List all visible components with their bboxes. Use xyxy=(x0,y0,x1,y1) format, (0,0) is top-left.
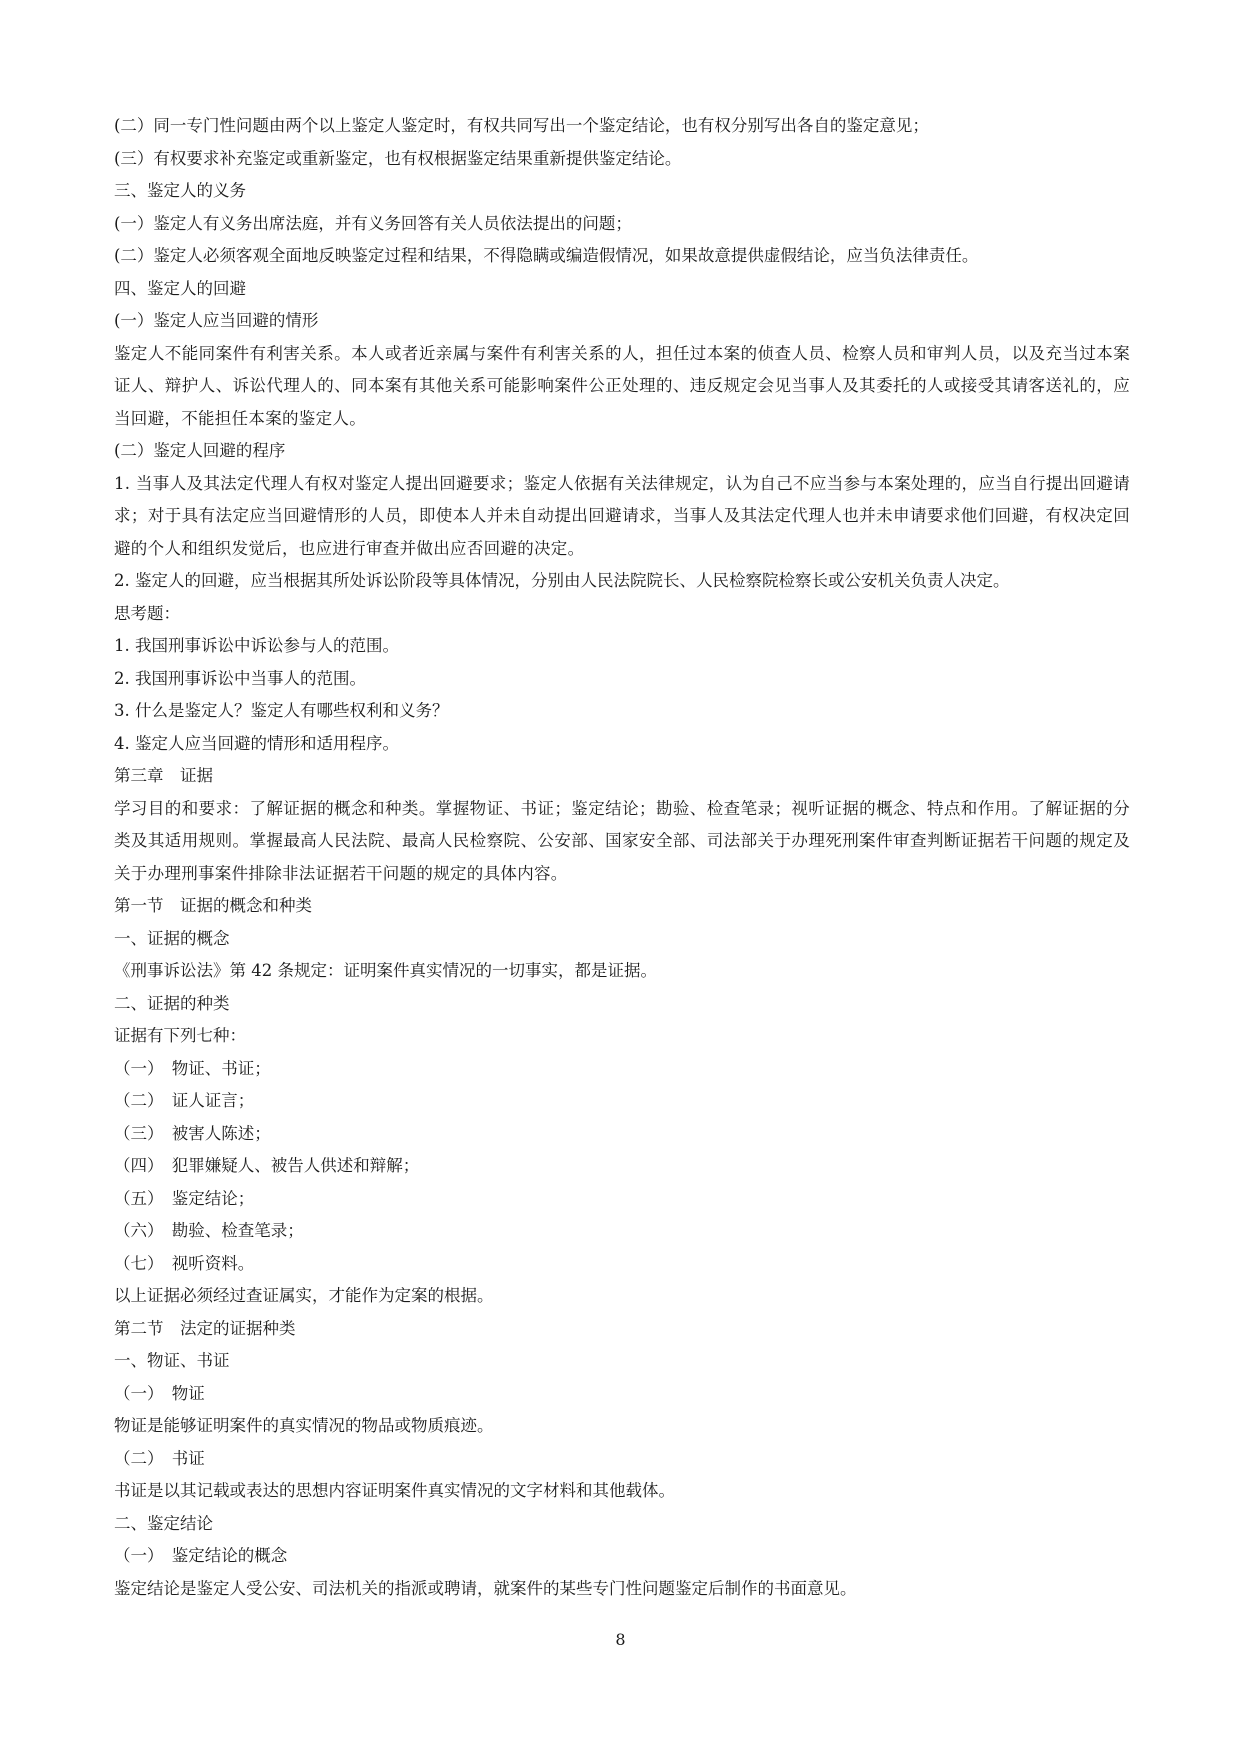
section-heading: 二、鉴定结论 xyxy=(114,1513,213,1533)
section-heading: 第二节 法定的证据种类 xyxy=(114,1318,296,1338)
list-item: 3. 什么是鉴定人？鉴定人有哪些权利和义务？ xyxy=(114,701,449,720)
section-heading: 一、物证、书证 xyxy=(114,1351,230,1370)
text-line: (一）鉴定人有义务出席法庭，并有义务回答有关人员依法提出的问题； xyxy=(114,213,632,233)
list-item: （七） 视听资料。 xyxy=(114,1253,255,1273)
text-line: (二）鉴定人必须客观全面地反映鉴定过程和结果，不得隐瞒或编造假情况，如果故意提供虚假结论，应当负法律责任。 xyxy=(114,246,979,265)
subsection-heading: (一）鉴定人应当回避的情形 xyxy=(114,311,319,330)
section-heading: 三、鉴定人的义务 xyxy=(114,181,246,200)
subsection-heading: （二） 书证 xyxy=(114,1448,205,1468)
paragraph: 1. 当事人及其法定代理人有权对鉴定人提出回避要求；鉴定人依据有关法律规定，认为自己不应当参与本案处理的，应当自行提出回避请求；对于具有法定应当回避情形的人员，即使本人并未自动提出回避请求，当事人及其法定代理人也并未申请要求他们回避，有权决定回避的个人和组织发觉后，也应进行审查并做出应否回避的决定。 xyxy=(114,473,1130,558)
list-item: （三） 被害人陈述； xyxy=(114,1123,271,1143)
section-heading: 第一节 证据的概念和种类 xyxy=(114,896,312,915)
section-heading: 二、证据的种类 xyxy=(114,993,230,1013)
paragraph: 鉴定人不能同案件有利害关系。本人或者近亲属与案件有利害关系的人，担任过本案的侦查人员、检察人员和审判人员，以及充当过本案证人、辩护人、诉讼代理人的、同本案有其他关系可能影响案件公正处理的、违反规定会见当事人及其委托的人或接受其请客送礼的，应当回避，不能担任本案的鉴定人。 xyxy=(114,343,1130,428)
text-line: 物证是能够证明案件的真实情况的物品或物质痕迹。 xyxy=(114,1416,494,1435)
subsection-heading: (二）鉴定人回避的程序 xyxy=(114,441,286,460)
text-line: (三）有权要求补充鉴定或重新鉴定，也有权根据鉴定结果重新提供鉴定结论。 xyxy=(114,148,682,168)
section-heading: 思考题： xyxy=(114,603,180,623)
paragraph: 学习目的和要求：了解证据的概念和种类。掌握物证、书证；鉴定结论；勘验、检查笔录；视听证据的概念、特点和作用。了解证据的分类及其适用规则。掌握最高人民法院、最高人民检察院、公安部、国家安全部、司法部关于办理死刑案件审查判断证据若干问题的规定及关于办理刑事案件排除非法证据若干问题的规定的具体内容。 xyxy=(114,798,1130,883)
page-number: 8 xyxy=(615,1630,626,1649)
document-body xyxy=(114,110,1130,1605)
subsection-heading: （一） 鉴定结论的概念 xyxy=(114,1546,288,1565)
text-line: 鉴定结论是鉴定人受公安、司法机关的指派或聘请，就案件的某些专门性问题鉴定后制作的书面意见。 xyxy=(114,1578,857,1598)
section-heading: 四、鉴定人的回避 xyxy=(114,278,246,298)
list-item: 1. 我国刑事诉讼中诉讼参与人的范围。 xyxy=(114,636,399,655)
text-line: 《刑事诉讼法》第 42 条规定：证明案件真实情况的一切事实，都是证据。 xyxy=(114,961,657,980)
list-item: （六） 勘验、检查笔录； xyxy=(114,1221,304,1240)
text-line: 2. 鉴定人的回避，应当根据其所处诉讼阶段等具体情况，分别由人民法院院长、人民检察院检察长或公安机关负责人决定。 xyxy=(114,571,1010,590)
list-item: （二） 证人证言； xyxy=(114,1091,255,1110)
section-heading: 一、证据的概念 xyxy=(114,928,230,948)
text-line: 以上证据必须经过查证属实，才能作为定案的根据。 xyxy=(114,1286,494,1305)
list-item: （五） 鉴定结论； xyxy=(114,1188,255,1208)
text-line: (二）同一专门性问题由两个以上鉴定人鉴定时，有权共同写出一个鉴定结论，也有权分别写出各自的鉴定意见； xyxy=(114,116,929,135)
chapter-heading: 第三章 证据 xyxy=(114,766,213,785)
text-line: 书证是以其记载或表达的思想内容证明案件真实情况的文字材料和其他载体。 xyxy=(114,1481,675,1500)
list-item: 2. 我国刑事诉讼中当事人的范围。 xyxy=(114,668,366,688)
subsection-heading: （一） 物证 xyxy=(114,1383,205,1403)
list-item: （四） 犯罪嫌疑人、被告人供述和辩解； xyxy=(114,1156,420,1175)
list-item: 4. 鉴定人应当回避的情形和适用程序。 xyxy=(114,733,399,753)
text-line: 证据有下列七种： xyxy=(114,1026,246,1045)
list-item: （一） 物证、书证； xyxy=(114,1058,271,1078)
